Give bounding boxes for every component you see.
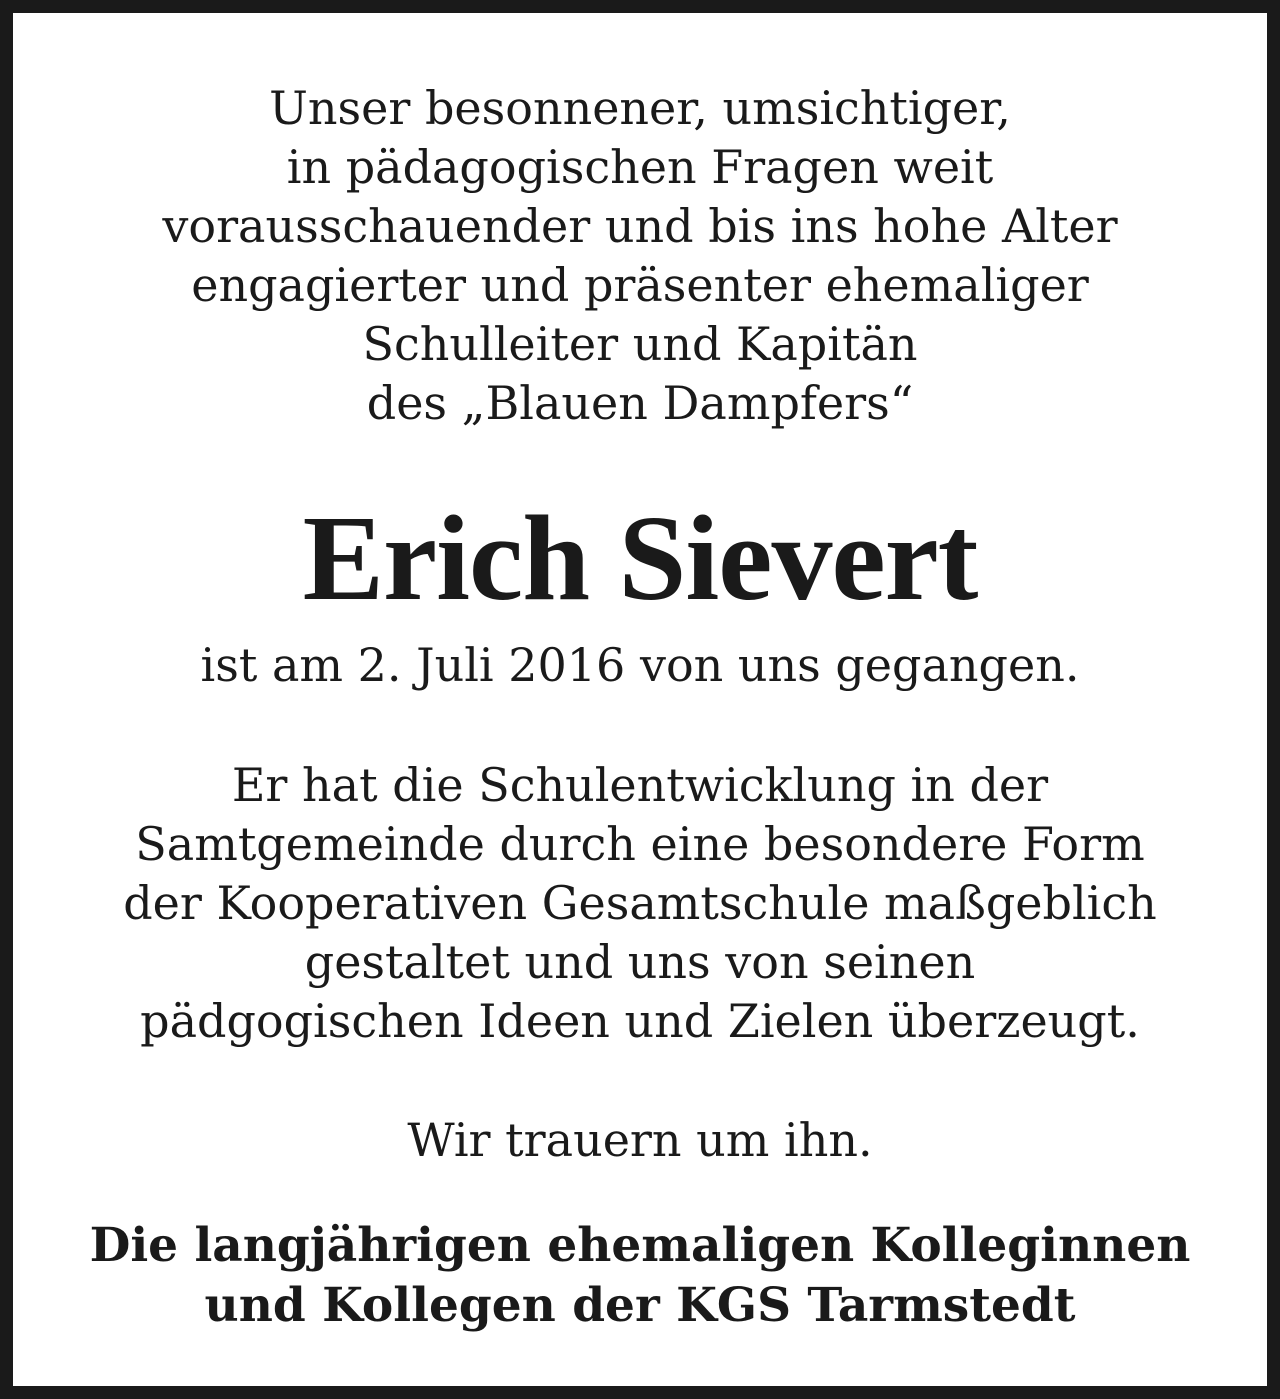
intro-paragraph bbox=[13, 79, 1267, 433]
date-of-death-line: ist am 2. Juli 2016 von uns gegangen. bbox=[200, 638, 1080, 692]
signature-line: und Kollegen der KGS Tarmstedt bbox=[204, 1278, 1076, 1333]
tribute-line: gestaltet und uns von seinen bbox=[304, 935, 976, 989]
intro-line: in pädagogischen Fragen weit bbox=[286, 140, 994, 194]
intro-line: engagierter und präsenter ehemaliger bbox=[191, 258, 1089, 312]
intro-line: vorausschauender und bis ins hohe Alter bbox=[162, 199, 1118, 253]
deceased-name: Erich Sievert bbox=[302, 491, 978, 626]
tribute-line: der Kooperativen Gesamtschule maßgeblich bbox=[123, 876, 1157, 930]
mourning-line: Wir trauern um ihn. bbox=[407, 1113, 873, 1167]
tribute-paragraph bbox=[13, 756, 1267, 1051]
signature-line: Die langjährigen ehemaligen Kolleginnen bbox=[89, 1218, 1191, 1273]
intro-line: Schulleiter und Kapitän bbox=[362, 317, 918, 371]
signature-block bbox=[13, 1216, 1267, 1336]
intro-line: Unser besonnener, umsichtiger, bbox=[269, 81, 1011, 135]
tribute-line: Er hat die Schulentwicklung in der bbox=[231, 758, 1049, 812]
intro-line: des „Blauen Dampfers“ bbox=[366, 376, 914, 430]
tribute-line: pädgogischen Ideen und Zielen überzeugt. bbox=[140, 994, 1140, 1048]
tribute-line: Samtgemeinde durch eine besondere Form bbox=[135, 817, 1145, 871]
